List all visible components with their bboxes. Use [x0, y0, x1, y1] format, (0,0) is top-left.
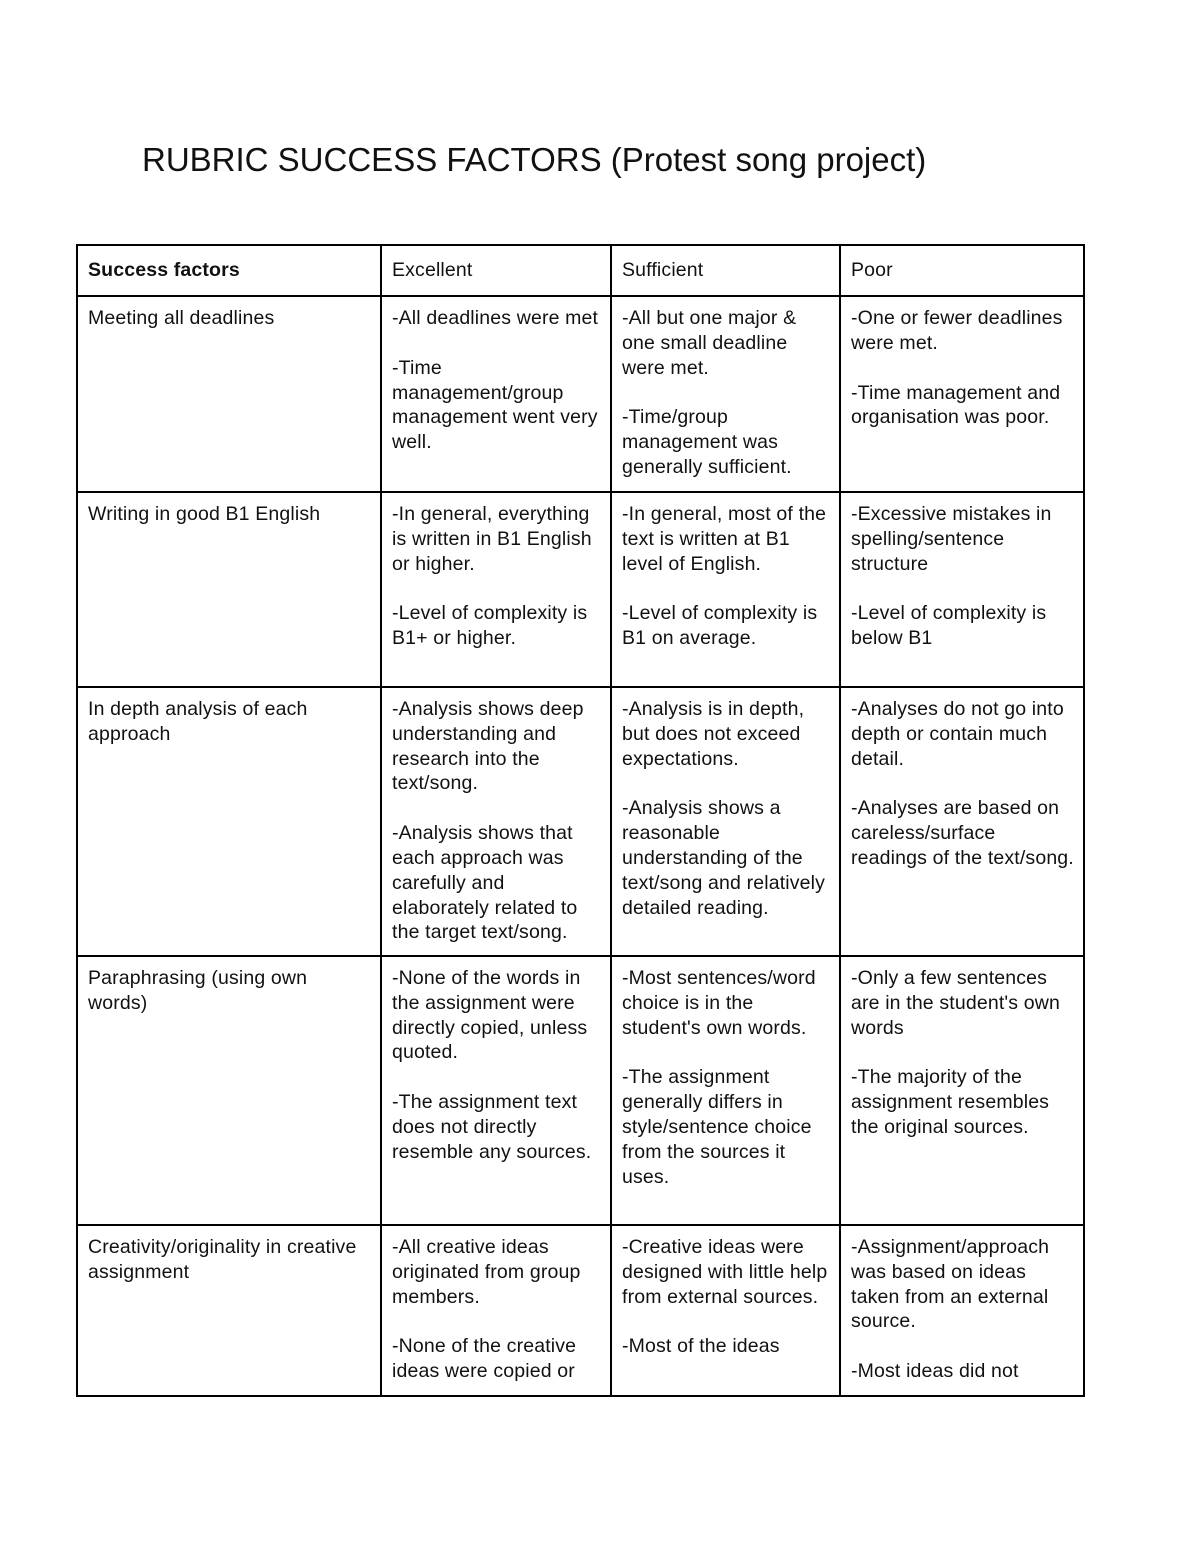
criterion-text: -Assignment/approach was based on ideas taken from an external source. — [851, 1236, 1050, 1333]
criterion-text: -In general, everything is written in B1 English or higher. — [392, 503, 592, 575]
sufficient-cell — [611, 296, 840, 492]
poor-cell — [840, 1225, 1084, 1396]
document-title: RUBRIC SUCCESS FACTORS (Protest song project) — [142, 141, 927, 178]
criterion-text: -Analysis shows a reasonable understanding of the text/song and relatively detailed reading. — [622, 797, 826, 919]
criterion-text: -The assignment text does not directly resemble any sources. — [392, 1091, 592, 1163]
criterion-text: -Analysis is in depth, but does not exceed expectations. — [622, 698, 805, 770]
criterion-text: -Level of complexity is below B1 — [851, 602, 1047, 650]
excellent-cell — [381, 296, 611, 492]
criterion-text: -Level of complexity is B1 on average. — [622, 602, 818, 650]
excellent-cell — [381, 687, 611, 956]
criterion-text: -Excessive mistakes in spelling/sentence structure — [851, 503, 1052, 575]
criterion-text: -Time management/group management went very well. — [392, 356, 598, 454]
sufficient-cell — [611, 956, 840, 1225]
header-sufficient: Sufficient — [611, 245, 840, 296]
poor-cell — [840, 687, 1084, 956]
criterion-text: -None of the creative ideas were copied or — [392, 1335, 577, 1383]
criterion-text: -Only a few sentences are in the student's own words — [851, 967, 1060, 1039]
poor-cell — [840, 492, 1084, 687]
sufficient-cell — [611, 492, 840, 687]
criterion-text: -Most ideas did not — [851, 1360, 1019, 1383]
criterion-text: -Time/group management was generally sufficient. — [622, 406, 792, 478]
factor-cell: Paraphrasing (using own words) — [77, 956, 381, 1225]
criterion-text: -Analysis shows deep understanding and research into the text/song. — [392, 698, 584, 795]
criterion-text: -All but one major & one small deadline were met. — [622, 307, 797, 379]
table-row — [77, 296, 1084, 492]
table-header-row — [77, 245, 1084, 296]
header-poor: Poor — [840, 245, 1084, 296]
poor-cell — [840, 296, 1084, 492]
table-row — [77, 492, 1084, 687]
criterion-text: -The majority of the assignment resembles the original sources. — [851, 1066, 1050, 1138]
factor-cell: Writing in good B1 English — [77, 492, 381, 687]
criterion-text: -Level of complexity is B1+ or higher. — [392, 602, 588, 650]
criterion-text: -Creative ideas were designed with little help from external sources. — [622, 1236, 828, 1308]
criterion-text: -In general, most of the text is written at B1 level of English. — [622, 503, 827, 575]
excellent-cell — [381, 1225, 611, 1396]
rubric-table — [76, 244, 1085, 1397]
criterion-text: -All creative ideas originated from group members. — [392, 1236, 581, 1308]
criterion-text: -One or fewer deadlines were met. — [851, 307, 1063, 354]
criterion-text: -None of the words in the assignment were directly copied, unless quoted. — [392, 967, 588, 1064]
criterion-text: -Analysis shows that each approach was carefully and elaborately related to the target text/song. — [392, 822, 578, 944]
sufficient-cell — [611, 687, 840, 956]
criterion-text: -Most sentences/word choice is in the student's own words. — [622, 967, 816, 1039]
poor-cell — [840, 956, 1084, 1225]
table-row — [77, 1225, 1084, 1396]
factor-cell: Meeting all deadlines — [77, 296, 381, 492]
factor-cell: Creativity/originality in creative assignment — [77, 1225, 381, 1396]
table-row — [77, 956, 1084, 1225]
header-excellent: Excellent — [381, 245, 611, 296]
criterion-text: -The assignment generally differs in style/sentence choice from the sources it uses. — [622, 1066, 812, 1188]
criterion-text: -Analyses do not go into depth or contain much detail. — [851, 698, 1064, 770]
excellent-cell — [381, 492, 611, 687]
criterion-text: -Analyses are based on careless/surface readings of the text/song. — [851, 797, 1074, 869]
header-success-factors: Success factors — [77, 245, 381, 296]
criterion-text: -Time management and organisation was poor. — [851, 381, 1061, 429]
criterion-text: -Most of the ideas — [622, 1335, 780, 1358]
sufficient-cell — [611, 1225, 840, 1396]
table-row — [77, 687, 1084, 956]
factor-cell: In depth analysis of each approach — [77, 687, 381, 956]
excellent-cell — [381, 956, 611, 1225]
criterion-text: -All deadlines were met — [392, 307, 599, 329]
